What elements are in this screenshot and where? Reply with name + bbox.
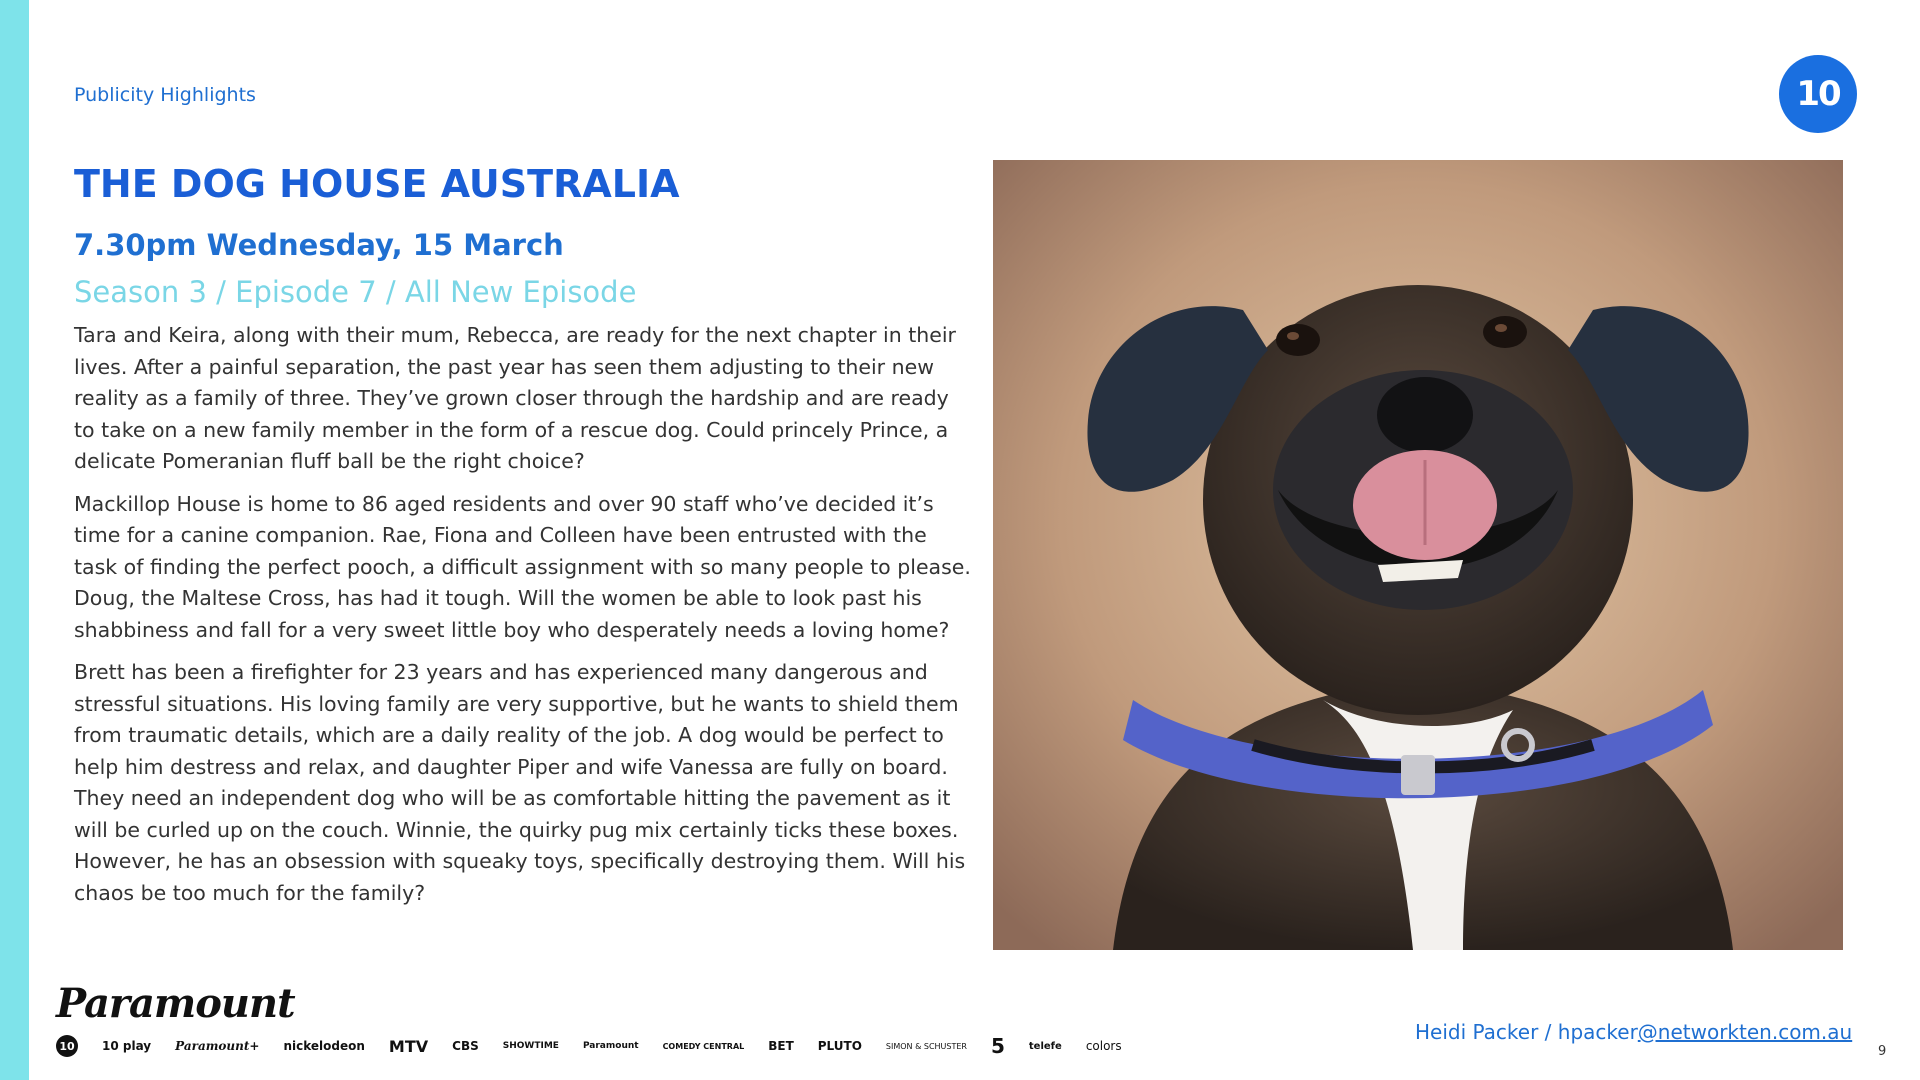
show-episode: Season 3 / Episode 7 / All New Episode: [74, 275, 637, 309]
brand-channel-5-logo: 5: [990, 1034, 1005, 1058]
brand-paramount-plus-logo: Paramount+: [175, 1039, 260, 1053]
brand-paramount-mountain-logo: Paramount: [582, 1041, 639, 1051]
show-airtime: 7.30pm Wednesday, 15 March: [74, 228, 564, 262]
brand-10-logo: 10: [56, 1035, 78, 1057]
network-ten-logo: 10: [1779, 55, 1857, 133]
section-kicker: Publicity Highlights: [74, 84, 256, 106]
synopsis-paragraph-1: Tara and Keira, along with their mum, Rebecca, are ready for the next chapter in their lives. After a painful separation, the past year has seen them adjusting to their new reality as a family of three. They’ve grown closer through the hardship and are ready to take on a new family member in the form of a rescue dog. Could princely Prince, a delicate Pomeranian fluff ball be the right choice?: [74, 323, 956, 473]
show-title: THE DOG HOUSE AUSTRALIA: [74, 162, 680, 206]
brand-10play-logo: 10 play: [102, 1039, 152, 1053]
brand-comedy-central-logo: COMEDY CENTRAL: [662, 1041, 745, 1051]
synopsis: [74, 320, 974, 920]
synopsis-paragraph-2: Mackillop House is home to 86 aged residents and over 90 staff who’ve decided it’s time for a canine companion. Rae, Fiona and Colleen have been entrusted with the task of finding the perfect pooch, a difficult assignment with so many people to please. Doug, the Maltese Cross, has had it tough. Will the women be able to look past his shabbiness and fall for a very sweet little boy who desperately needs a loving home?: [74, 491, 971, 642]
contact-name: Heidi Packer / hpacker: [1415, 1020, 1638, 1044]
left-accent-bar: [0, 0, 29, 1080]
brand-simon-schuster-logo: SIMON & SCHUSTER: [885, 1041, 967, 1051]
brand-mtv-logo: MTV: [388, 1036, 429, 1056]
contact-email-link[interactable]: @networkten.com.au: [1637, 1020, 1853, 1044]
dog-illustration: [993, 160, 1843, 950]
synopsis-paragraph-3: Brett has been a firefighter for 23 years and has experienced many dangerous and stressful situations. His loving family are very supportive, but he wants to shield them from traumatic details, which are a daily reality of the job. A dog would be perfect to help him destress and relax, and daughter Piper and wife Vanessa are fully on board. They need an independent dog who will be as comfortable hitting the pavement as it will be curled up on the couch. Winnie, the quirky pug mix certainly ticks these boxes. However, he has an obsession with squeaky toys, specifically destroying them. Will his chaos be too much for the family?: [74, 660, 966, 905]
dog-photo: [993, 160, 1843, 950]
brand-showtime-logo: SHOWTIME: [502, 1041, 559, 1051]
brand-nickelodeon-logo: nickelodeon: [283, 1039, 365, 1053]
brand-pluto-logo: PLUTO: [817, 1039, 862, 1053]
brand-telefe-logo: telefe: [1028, 1040, 1062, 1052]
page-number: 9: [1878, 1044, 1887, 1059]
brand-cbs-logo: CBS: [452, 1039, 479, 1053]
publicist-contact: [1415, 1020, 1852, 1044]
brand-bet-logo: BET: [768, 1039, 794, 1053]
paramount-logo: Paramount: [56, 980, 295, 1027]
brand-strip: [56, 1034, 1122, 1058]
brand-colors-logo: colors: [1085, 1039, 1122, 1053]
